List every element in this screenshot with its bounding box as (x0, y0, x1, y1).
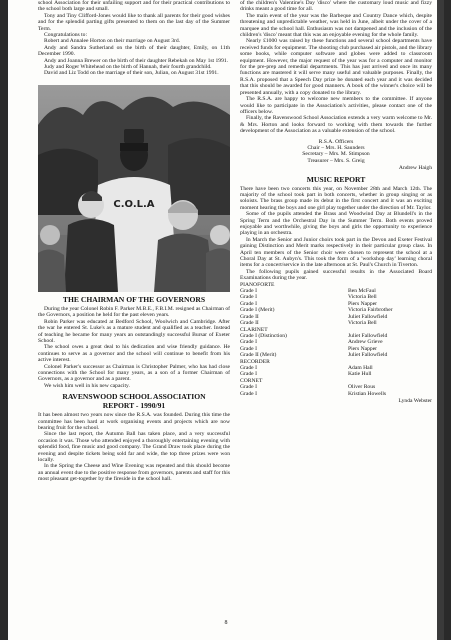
paragraph: Nearly £1000 was raised by these functions and several school departments have received funds for equipment. The shooting club purchased air pistols, and the library some books, while computer software and globes were added to classroom equipment. However, the major request of the year was for a computer and monitor for the pre-prep and remedial departments. This has just arrived and once its many functions are mastered it will serve many useful and valuable purposes. Finally, the R.S.A. proposed that a Speech Day prize be donated each year and it was decided that this should be awarded for good manners. A book of the winner's choice will be presented annually, with a copy donated to the library. (240, 38, 432, 96)
grade-cell: Grade I (240, 371, 257, 378)
paragraph: The main event of the year was the Barbeque and Country Dance which, despite threatening and unpredictable weather, was held in June, albeit under the cover of a marquee and the school hall. Enthusiasm was not dampened and the inclusion of the children's 'disco' meant that this was an enjoyable evening for the whole family. (240, 12, 432, 39)
paragraph: During the year Colonel Robin F. Parker M.B.E., F.B.I.M. resigned as Chairman of the Governors, a position he held for the past eleven years. (38, 305, 231, 319)
grade-cell: Grade I (240, 300, 257, 307)
paragraph: It has been almost two years now since the R.S.A. was founded. During this time the committee has been hard at work organising events and projects which are now bearing fruit for the school. (38, 412, 230, 431)
paragraph: There have been two concerts this year, on November 28th and March 12th. The majority of the school took part in both concerts, whether in group singing or as soloists. The brass group made its debut in the first concert and it was an exciting moment hearing the boys and one girl play together under the direction of Mr. Taylor. (240, 185, 432, 211)
binding-edge (437, 0, 444, 640)
pupil-name-cell: Victoria Bell (348, 294, 377, 301)
paragraph: school Association for their unfailing support and for their practical contributions to the school both large and small. (38, 0, 230, 13)
association-signature: Andrew Haigh (398, 165, 432, 172)
instrument-label: CLARINET (240, 326, 268, 333)
paragraph: Robert and Annalee Horton on their marriage on August 3rd. (44, 38, 181, 45)
pupil-name-cell: Piers Napper (348, 345, 378, 352)
officers-title: R.S.A. Officers (318, 138, 354, 145)
pupil-name-cell: Juliet Fallowfield (348, 352, 388, 359)
paragraph: Congratulations to: (44, 32, 88, 39)
grade-cell: Grade II (240, 313, 259, 320)
shirt-text: C.O.L.A (113, 199, 155, 210)
pupil-name-cell: Victoria Bell (348, 320, 377, 327)
paragraph: Colonel Parker's successor as Chairman is Christopher Palmer, who has had close connections with the School for many years, as a son of a former Chairman of Governors, as a governor and as a parent. (38, 363, 230, 383)
paragraph: We wish him well in his new capacity. (44, 382, 130, 389)
right-column (240, 0, 432, 404)
exam-results-table (240, 282, 432, 397)
results-row (240, 391, 432, 397)
paragraph: The school owes a great deal to his dedication and wise friendly guidance. He continues to serve as a governor and the school will continue to benefit from his active interest. (38, 344, 230, 364)
pupil-name-cell: Andrew Grieve (348, 339, 383, 346)
paragraph: of the children's Valentine's Day 'disco' where the customary loud music and fizzy drinks meant a good time for all. (240, 0, 432, 13)
page-number: 8 (224, 620, 228, 626)
paragraph: Finally, the Ravenswood School Association extends a very warm welcome to Mr. & Mrs. Horton and looks forward to working with them towards the further development of the Association as a valuable extension of the school. (240, 115, 432, 135)
paragraph: Judy and Roger Whitehead on the birth of Hannah, their fourth grandchild. (44, 64, 212, 71)
school-photo (38, 85, 230, 292)
grade-cell: Grade I (240, 384, 257, 391)
paragraph: Robin Parker was educated at Bedford School, Woolwich and Cambridge. After the war he entered St. Luke's as a mature student and qualified as a teacher. Instead of teaching he became for many years an outstandingly successful Bursar of Exeter School. (38, 318, 230, 344)
paragraph: Some of the pupils attended the Brass and Woodwind Day at Blundell's in the Spring Term and the Orchestral Day in the Summer Term. Both events proved enjoyable and worthwhile, giving the boys and girls the opportunity to experience playing in an orchestra. (240, 211, 432, 237)
paragraph: Andy and Sandra Sutherland on the birth of their daughter, Emily, on 11th December 1990. (38, 44, 230, 58)
pupil-name-cell: Ben McFaul (348, 288, 376, 295)
pupil-name-cell: Piers Napper (348, 300, 378, 307)
pupil-name-cell: Juliet Fallowfield (348, 332, 388, 339)
instrument-label: CORNET (240, 377, 263, 384)
grade-cell: Grade I (240, 294, 257, 301)
grade-cell: Grade I (240, 364, 257, 371)
chairman-heading: THE CHAIRMAN OF THE GOVERNORS (62, 294, 206, 304)
officers-block (240, 139, 432, 165)
officer-treasurer: Treasurer – Mrs. S. Greig (307, 157, 365, 164)
officer-secretary: Secretary – Mrs. M. Stimpson (302, 151, 370, 158)
paragraph: Since the last report, the Autumn Ball has taken place, and a very successful occasion it was. Those who attended enjoyed a thoroughly entertaining evening with splendid food, fine music and good company. The Grand Draw took place during the evening and despite tickets being sold far and wide, the top three prizes were won locally. (38, 431, 230, 463)
instrument-label: RECORDER (240, 358, 270, 365)
document-page (8, 0, 444, 640)
grade-cell: Grade I (240, 339, 257, 346)
paragraph: Andy and Joanna Brewer on the birth of their daughter Rebekah on May 1st 1991. (44, 57, 229, 64)
photo-illustration (38, 85, 230, 292)
paragraph: Tony and Tiny Clifford-Jones would like to thank all parents for their good wishes and for the splendid parting gifts presented to them on the last day of the Summer Term. (38, 12, 230, 32)
paragraph: In March the Senior and Junior choirs took part in the Devon and Exeter Festival gaining Distinction and Merit marks respectively in their particular group class. In April ten members of the Senior choir were chosen to represent the school at a Choral Day at St. Aubyn's. This took the form of a 'workshop day' learning choral items for a concert/service in the late afternoon at St. Paul's Church in Tiverton. (240, 236, 432, 269)
pupil-name-cell: Juliet Fallowfield (348, 313, 388, 320)
pupil-name-cell: Kristian Howells (348, 390, 387, 397)
association-heading-2: REPORT - 1990/91 (102, 401, 166, 411)
grade-cell: Grade I (Distinction) (240, 332, 287, 339)
left-intro (38, 0, 230, 77)
grade-cell: Grade II (240, 320, 259, 327)
instrument-label: PIANOFORTE (240, 281, 275, 288)
grade-cell: Grade I (240, 288, 257, 295)
association-heading-1: RAVENSWOOD SCHOOL ASSOCIATION (62, 392, 206, 402)
grade-cell: Grade I (Merit) (240, 307, 275, 314)
grade-cell: Grade I (240, 390, 257, 397)
grade-cell: Grade II (Merit) (240, 352, 277, 359)
paragraph: David and Liz Todd on the marriage of their son, Julian, on August 31st 1991. (44, 70, 219, 77)
grade-cell: Grade I (240, 345, 257, 352)
music-signature: Lynda Webster (398, 397, 432, 404)
music-heading: MUSIC REPORT (306, 174, 366, 184)
paragraph: The following pupils gained successful results in the Associated Board Examinations during the year. (240, 268, 432, 282)
pupil-name-cell: Katie Hull (348, 371, 372, 378)
pupil-name-cell: Oliver Rous (348, 384, 376, 391)
paragraph: The R.S.A. are happy to welcome new members to the committee. If anyone would like to participate in the Association's activities, please contact one of the officers below. (240, 96, 432, 115)
pupil-name-cell: Victoria Fairbrother (348, 307, 393, 314)
pupil-name-cell: Adam Hall (348, 364, 373, 371)
paragraph: In the Spring the Cheese and Wine Evening was repeated and this should become an annual event due to the positive response from governors, parents and staff for this most pleasant get-together by the fireside in the school hall. (38, 463, 230, 483)
officer-chair: Chair – Mrs. H. Saunders (307, 144, 365, 151)
